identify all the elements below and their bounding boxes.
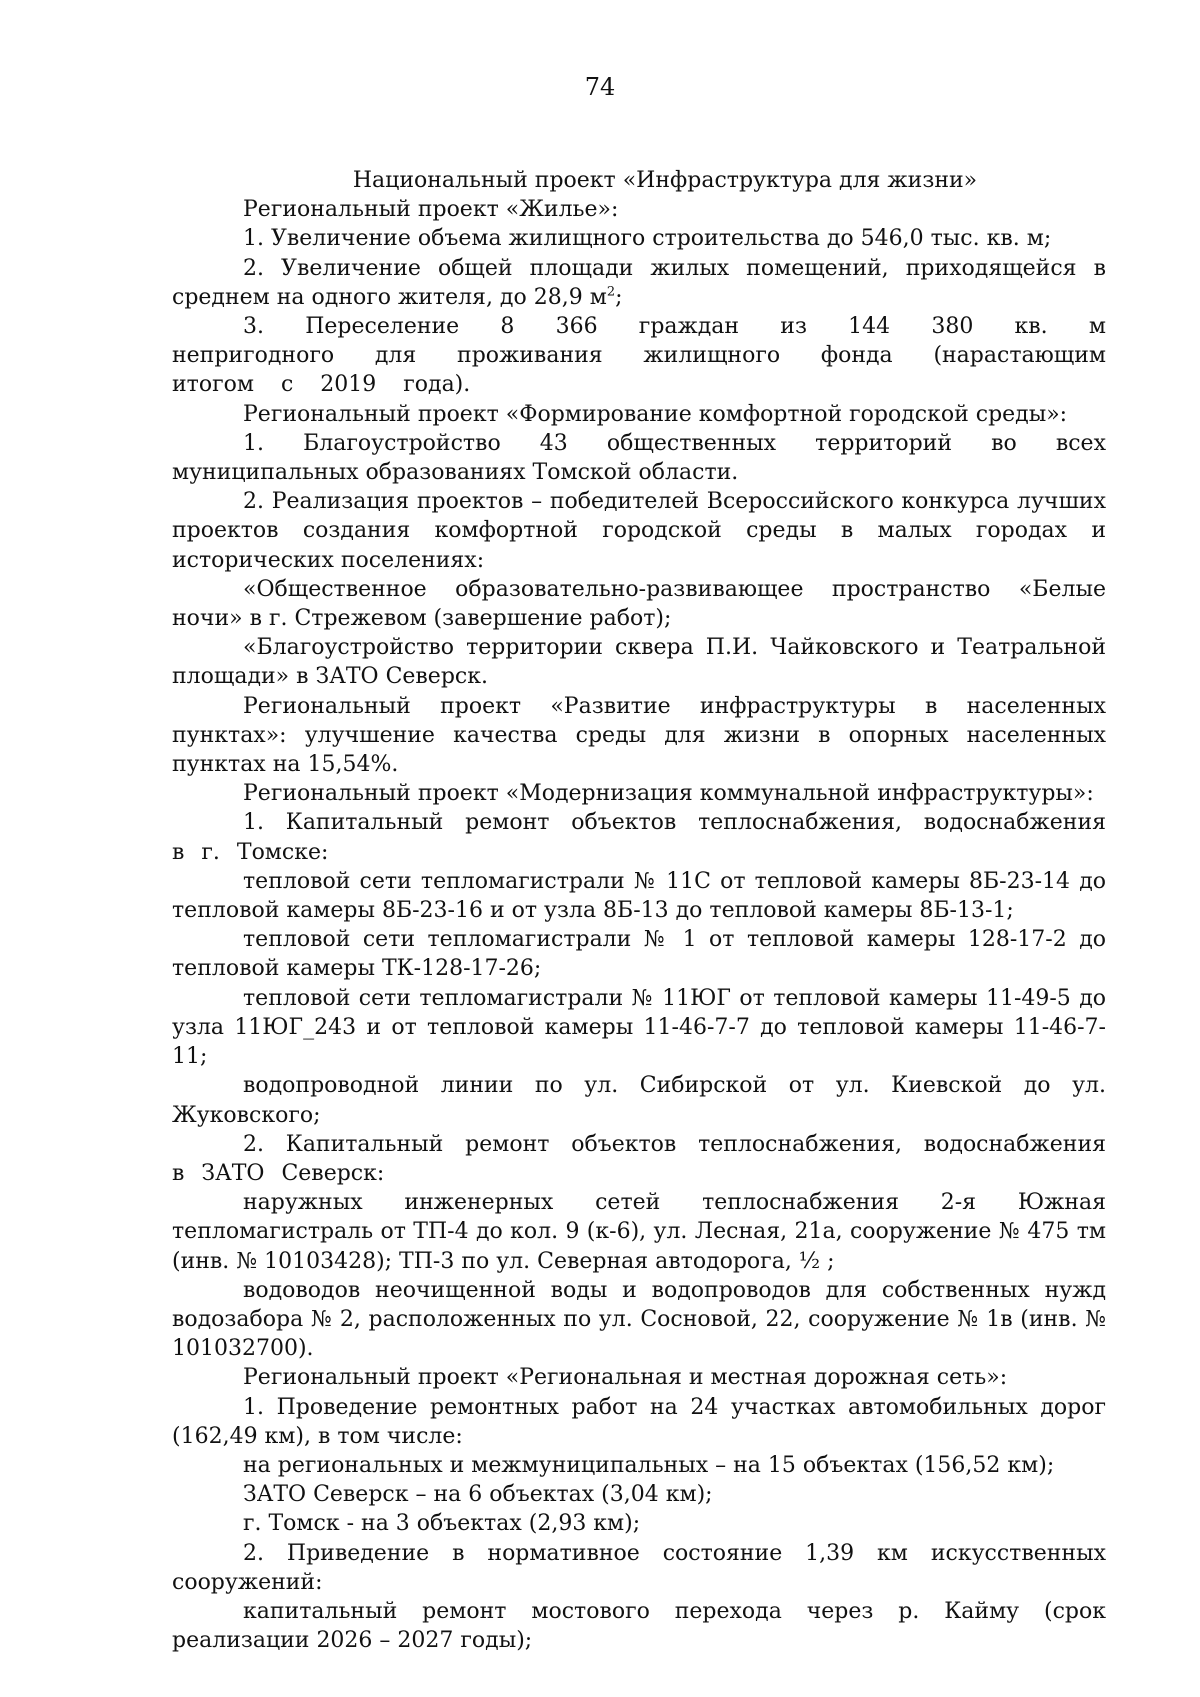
paragraph: водоводов неочищенной воды и водопроводов для собственных нужд водозабора № 2, расположенных по ул. Сосновой, 22, сооружение № 1в (инв. № 101032700). xyxy=(172,1277,1106,1362)
paragraph: «Благоустройство территории сквера П.И. Чайковского и Театральной площади» в ЗАТО Северск. xyxy=(172,635,1106,690)
regional-project-heading: Региональный проект «Региональная и местная дорожная сеть»: xyxy=(243,1365,1008,1391)
regional-project-heading: Региональный проект «Развитие инфраструктуры в населенных пунктах»: улучшение качества среды для жизни в опорных населенных пунктах на 15,54%. xyxy=(172,693,1106,778)
paragraph: тепловой сети тепломагистрали № 11ЮГ от тепловой камеры 11-49-5 до узла 11ЮГ_243 и от тепловой камеры 11-46-7-7 до тепловой камеры 11-46-7-11; xyxy=(172,985,1106,1070)
list-item: г. Томск - на 3 объектах (2,93 км); xyxy=(243,1511,641,1537)
superscript: 2 xyxy=(606,284,616,300)
paragraph: 1. Увеличение объема жилищного строительства до 546,0 тыс. кв. м; xyxy=(243,226,1052,252)
regional-project-heading: Региональный проект «Жилье»: xyxy=(243,197,619,223)
paragraph: «Общественное образовательно-развивающее пространство «Белые ночи» в г. Стрежевом (завершение работ); xyxy=(172,576,1106,632)
paragraph: 1. Благоустройство 43 общественных территорий во всех муниципальных образованиях Томской области. xyxy=(172,430,1106,486)
paragraph-text: 2. Увеличение общей площади жилых помещений, приходящейся в среднем на одного жителя, до 28,9 м xyxy=(172,255,1106,310)
paragraph xyxy=(172,254,1106,312)
paragraph-text: ; xyxy=(615,284,623,310)
paragraph: 2. Реализация проектов – победителей Всероссийского конкурса лучших проектов создания комфортной городской среды в малых городах и исторических поселениях: xyxy=(172,489,1106,573)
document-body xyxy=(172,166,1106,1655)
regional-project-heading: Региональный проект «Модернизация коммунальной инфраструктуры»: xyxy=(243,781,1094,807)
paragraph: 1. Проведение ремонтных работ на 24 участках автомобильных дорог (162,49 км), в том числе: xyxy=(172,1394,1106,1449)
paragraph: 1. Капитальный ремонт объектов теплоснабжения, водоснабжения в г. Томске: xyxy=(172,810,1106,865)
list-item: на региональных и межмуниципальных – на 15 объектах (156,52 км); xyxy=(243,1452,1055,1478)
paragraph: капитальный ремонт мостового перехода через р. Кайму (срок реализации 2026 – 2027 годы); xyxy=(172,1598,1106,1654)
paragraph: 3. Переселение 8 366 граждан из 144 380 кв. м непригодного для проживания жилищного фонда (нарастающим итогом с 2019 года). xyxy=(172,314,1106,398)
paragraph: 2. Капитальный ремонт объектов теплоснабжения, водоснабжения в ЗАТО Северск: xyxy=(172,1131,1106,1186)
list-item: ЗАТО Северск – на 6 объектах (3,04 км); xyxy=(243,1482,713,1508)
page-number: 74 xyxy=(584,73,616,101)
paragraph: водопроводной линии по ул. Сибирской от ул. Киевской до ул. Жуковского; xyxy=(172,1073,1106,1128)
paragraph: тепловой сети тепломагистрали № 11С от тепловой камеры 8Б-23-14 до тепловой камеры 8Б-23-16 и от узла 8Б-13 до тепловой камеры 8Б-13-1; xyxy=(172,868,1106,924)
paragraph: 2. Приведение в нормативное состояние 1,39 км искусственных сооружений: xyxy=(172,1540,1106,1595)
paragraph: тепловой сети тепломагистрали № 1 от тепловой камеры 128-17-2 до тепловой камеры ТК-128-17-26; xyxy=(172,927,1106,982)
paragraph: наружных инженерных сетей теплоснабжения 2-я Южная тепломагистраль от ТП-4 до кол. 9 (к-6), ул. Лесная, 21а, сооружение № 475 тм (инв. № 10103428); ТП-3 по ул. Северная автодорога, ½ ; xyxy=(172,1190,1106,1274)
regional-project-heading: Региональный проект «Формирование комфортной городской среды»: xyxy=(243,401,1068,427)
national-project-heading: Национальный проект «Инфраструктура для жизни» xyxy=(352,168,978,193)
